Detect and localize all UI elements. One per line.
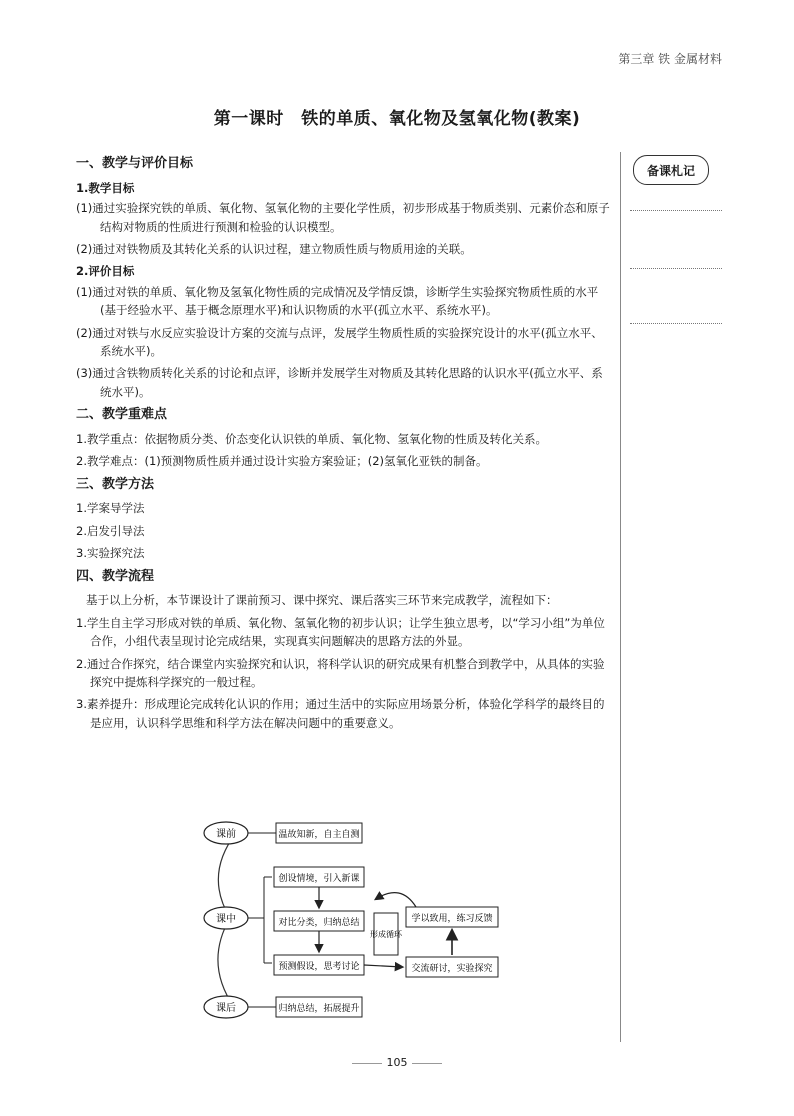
list-item: (3)通过含铁物质转化关系的讨论和点评，诊断并发展学生对物质及其转化思路的认识水平(孤立水平、系统水平)。 <box>76 366 603 399</box>
list-item: 2.通过合作探究，结合课堂内实验探究和认识，将科学认识的研究成果有机整合到教学中，从具体的实验探究中提炼科学探究的一般过程。 <box>76 656 605 689</box>
section-heading: 二、教学重难点 <box>76 407 168 423</box>
stage-during-label: 课中 <box>216 914 236 925</box>
note-line <box>630 268 722 269</box>
subsection-heading: 2.评价目标 <box>76 264 135 279</box>
notes-label: 备课札记 <box>633 155 709 185</box>
flow-box-before-text: 温故知新，自主自测 <box>278 830 360 840</box>
stage-after-label: 课后 <box>216 1003 236 1014</box>
list-item: (2)通过对铁物质及其转化关系的认识过程，建立物质性质与物质用途的关联。 <box>76 241 472 256</box>
list-item: (1)通过对铁的单质、氧化物及氢氧化物性质的完成情况及学情反馈，诊断学生实验探究物质性质的水平(基于经验水平、基于概念原理水平)和认识物质的水平(孤立水平、系统水平)。 <box>76 284 599 318</box>
list-item: (2)通过对铁与水反应实验设计方案的交流与点评，发展学生物质性质的实验探究设计的水平(孤立水平、系统水平)。 <box>76 325 603 358</box>
list-item: 3.实验探究法 <box>76 546 145 561</box>
note-line <box>630 323 722 324</box>
list-item: 1.学生自主学习形成对铁的单质、氧化物、氢氧化物的初步认识；让学生独立思考，以“学习小组”为单位合作，小组代表呈现讨论完成结果，实现真实问题解决的思路方法的外显。 <box>76 615 605 649</box>
teaching-flow-diagram <box>196 815 516 1025</box>
difficult-point: 2.教学难点：(1)预测物质性质并通过设计实验方案验证；(2)氢氧化亚铁的制备。 <box>76 454 488 469</box>
notes-divider <box>620 152 621 1042</box>
flow-loop-text: 形成循环 <box>370 930 402 939</box>
header-chapter: 第三章 铁 金属材料 <box>618 52 722 66</box>
flow-box-r2-text: 交流研讨，实验探究 <box>411 964 493 974</box>
list-item: (1)通过实验探究铁的单质、氧化物、氢氧化物的主要化学性质，初步形成基于物质类别、元素价态和原子结构对物质的性质进行预测和检验的认识模型。 <box>76 201 610 234</box>
key-point: 1.教学重点：依据物质分类、价态变化认识铁的单质、氧化物、氢氧化物的性质及转化关系。 <box>76 431 547 446</box>
note-line <box>630 210 722 211</box>
page-title: 第一课时 铁的单质、氧化物及氢氧化物(教案) <box>213 109 581 129</box>
list-item: 2.启发引导法 <box>76 523 145 538</box>
section-heading: 一、教学与评价目标 <box>76 156 194 171</box>
page-number: 105 <box>386 1056 408 1069</box>
main-content <box>76 150 614 736</box>
list-item: 3.素养提升：形成理论完成转化认识的作用；通过生活中的实际应用场景分析，体验化学科学的最终目的是应用，认识科学思维和科学方法在解决问题中的重要意义。 <box>76 697 605 730</box>
flow-box-c1-text: 创设情境，引入新课 <box>278 874 360 884</box>
section-heading: 四、教学流程 <box>76 568 155 584</box>
section-heading: 三、教学方法 <box>76 476 155 492</box>
flow-box-after-text: 归纳总结，拓展提升 <box>278 1004 360 1014</box>
paragraph: 基于以上分析，本节课设计了课前预习、课中探究、课后落实三环节来完成教学，流程如下： <box>86 593 558 608</box>
list-item: 1.学案导学法 <box>76 501 145 516</box>
stage-before-label: 课前 <box>216 829 236 840</box>
flow-box-c3-text: 预测假设，思考讨论 <box>278 962 360 972</box>
subsection-heading: 1.教学目标 <box>76 180 135 195</box>
flow-box-r1-text: 学以致用，练习反馈 <box>411 914 493 924</box>
flow-box-c2-text: 对比分类，归纳总结 <box>278 918 360 928</box>
